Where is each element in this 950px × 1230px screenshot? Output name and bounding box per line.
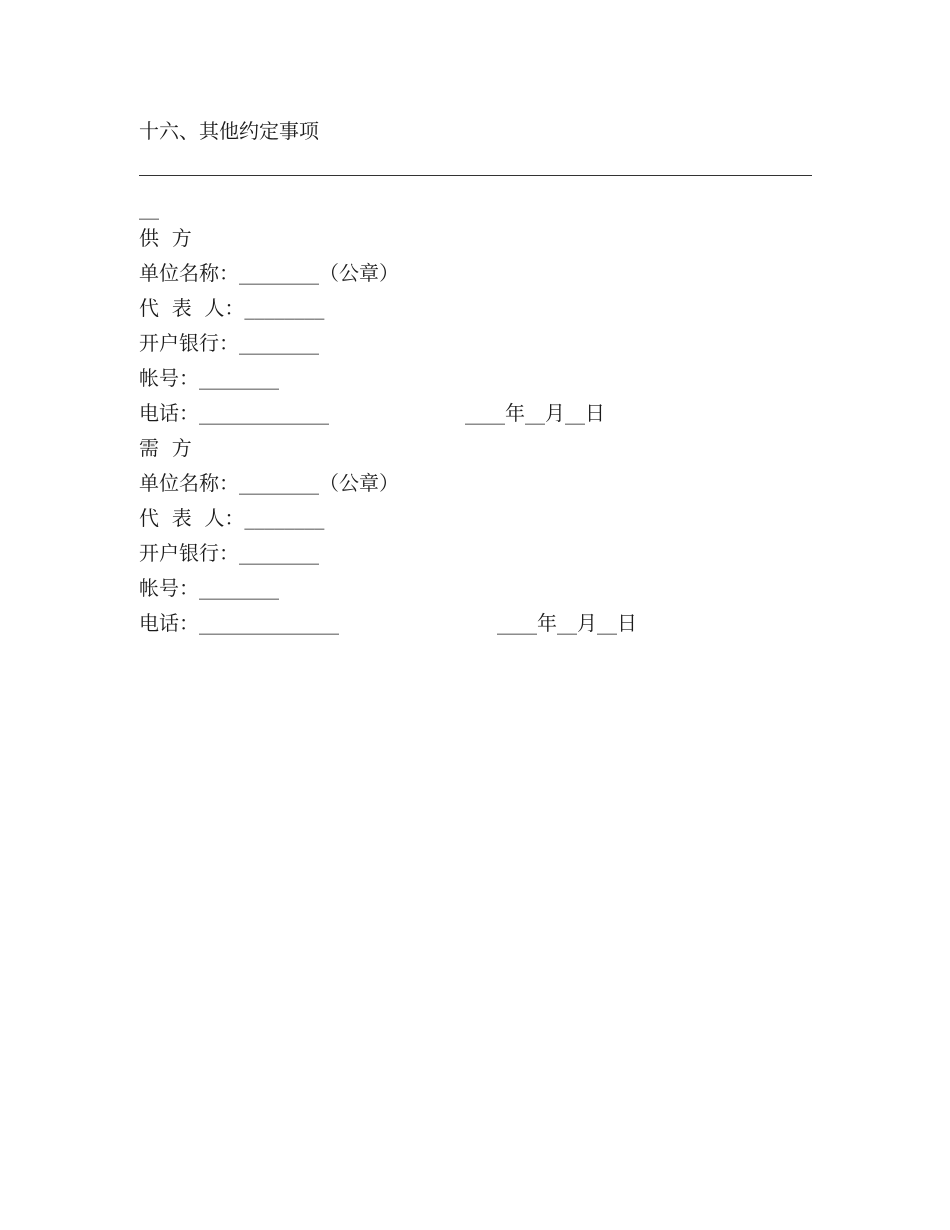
supplier-heading: 供 方 <box>139 226 192 250</box>
supplier-unit-name: 单位名称：________（公章） <box>139 261 399 285</box>
blank-fill-line <box>139 175 812 176</box>
supplier-bank: 开户银行：________ <box>139 331 319 355</box>
supplier-account: 帐号：________ <box>139 366 279 390</box>
blank-fill-line-tail: __ <box>139 196 159 220</box>
buyer-date: ____年__月__日 <box>497 611 637 635</box>
supplier-date: ____年__月__日 <box>465 401 605 425</box>
supplier-representative: 代 表 人：________ <box>139 296 325 320</box>
supplier-phone: 电话：_____________ <box>139 401 329 425</box>
buyer-account: 帐号：________ <box>139 576 279 600</box>
buyer-bank: 开户银行：________ <box>139 541 319 565</box>
buyer-phone: 电话：______________ <box>139 611 339 635</box>
buyer-representative: 代 表 人：________ <box>139 506 325 530</box>
section-title: 十六、其他约定事项 <box>139 119 319 143</box>
buyer-unit-name: 单位名称：________（公章） <box>139 471 399 495</box>
buyer-heading: 需 方 <box>139 436 192 460</box>
